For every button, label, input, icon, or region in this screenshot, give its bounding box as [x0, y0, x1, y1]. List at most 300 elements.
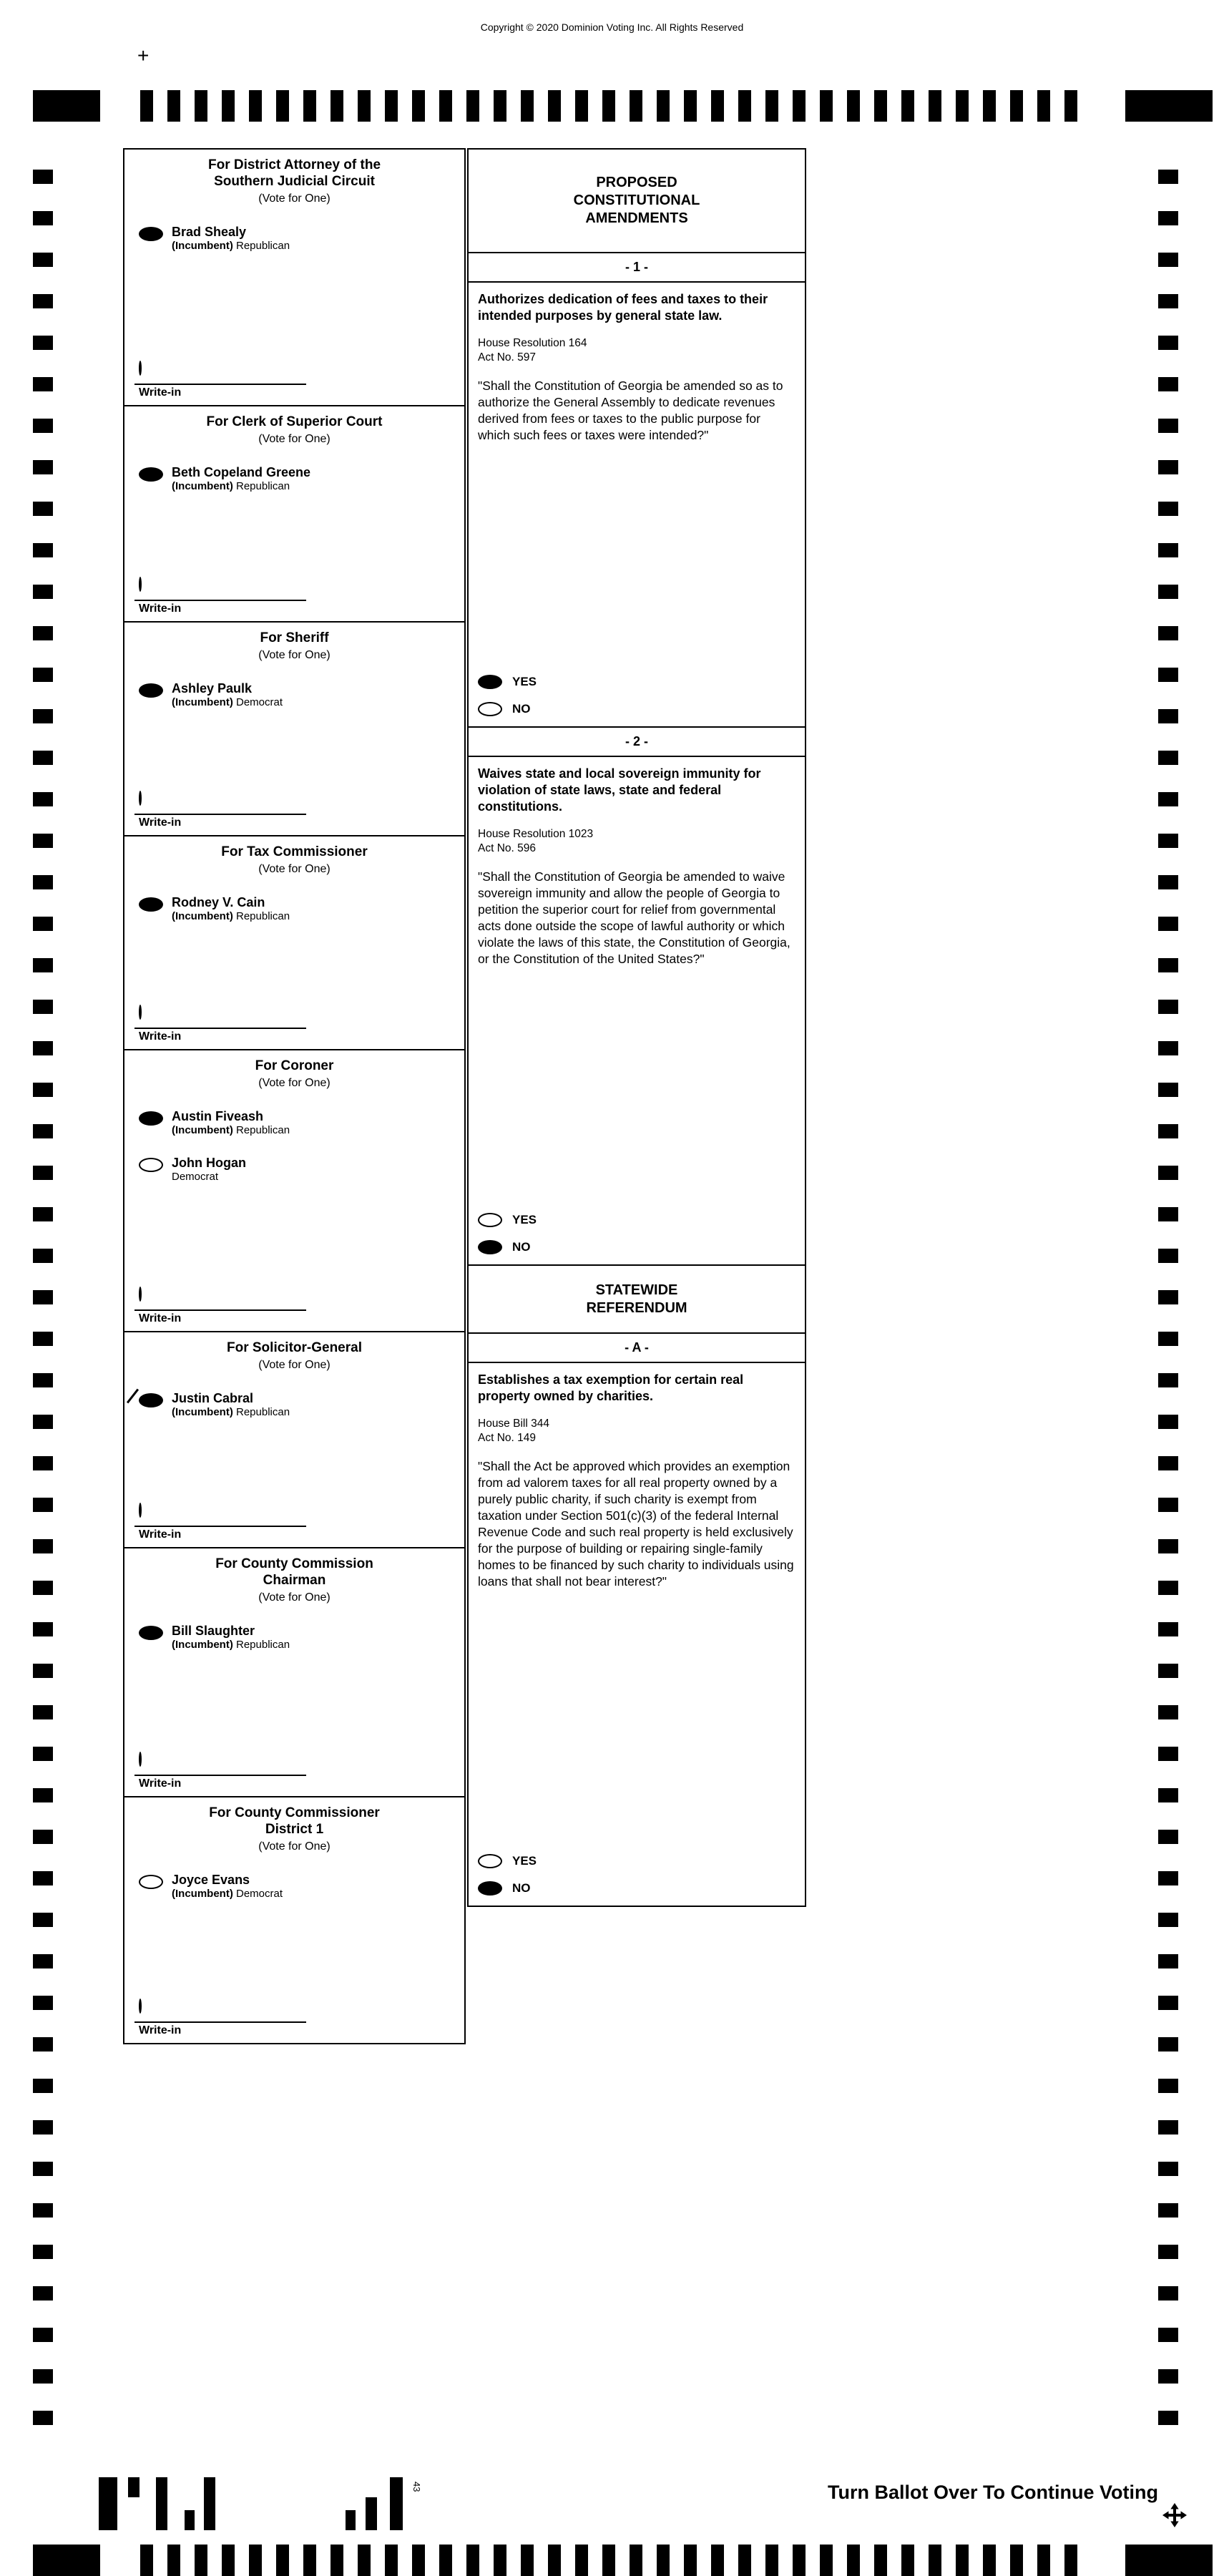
- timing-mark: [1158, 2037, 1178, 2051]
- timing-column-right: [1158, 170, 1178, 2425]
- timing-mark: [1158, 502, 1178, 516]
- timing-mark: [1158, 1747, 1178, 1761]
- writein-oval[interactable]: [139, 1503, 142, 1518]
- vote-for-instruction: (Vote for One): [258, 1359, 331, 1371]
- option-label: YES: [512, 1854, 537, 1868]
- candidate-name: Bill Slaughter: [172, 1624, 255, 1638]
- timing-bar: [222, 90, 235, 122]
- timing-mark: [33, 1996, 53, 2010]
- candidate-name: Justin Cabral: [172, 1391, 254, 1405]
- timing-bar: [1037, 2545, 1050, 2576]
- measure-summary: Establishes a tax exemption for certain real property owned by charities.: [478, 1372, 744, 1403]
- spacer: [469, 1590, 805, 1848]
- option-label: NO: [512, 702, 531, 716]
- candidate-oval[interactable]: [139, 1393, 163, 1407]
- party-label: Republican: [236, 1124, 290, 1136]
- candidate-text: [172, 895, 290, 923]
- timing-mark: [1158, 1207, 1178, 1221]
- contest-box: [123, 405, 466, 623]
- timing-mark: [33, 1581, 53, 1595]
- contest-box: [123, 148, 466, 406]
- candidate-text: [172, 1624, 290, 1652]
- timing-mark: [33, 668, 53, 682]
- timing-band-top: [0, 90, 1224, 122]
- spacer: [124, 1901, 464, 2000]
- contest-title: Southern Judicial Circuit: [214, 174, 375, 189]
- measure-ref-line: Act No. 597: [478, 351, 536, 364]
- measure-ref-line: House Resolution 1023: [478, 828, 594, 840]
- timing-mark: [33, 502, 53, 516]
- vote-for-instruction: (Vote for One): [258, 1840, 331, 1853]
- timing-mark: [1158, 2245, 1178, 2259]
- contest-header: [124, 406, 464, 447]
- timing-bar: [140, 90, 153, 122]
- measure-option-row: [478, 1240, 805, 1254]
- timing-mark: [1158, 1622, 1178, 1636]
- timing-mark: [33, 1871, 53, 1885]
- timing-mark: [1158, 253, 1178, 267]
- timing-mark: [33, 294, 53, 308]
- timing-bar: [385, 90, 398, 122]
- section-header-line: AMENDMENTS: [585, 210, 688, 226]
- measure-ref-line: Act No. 149: [478, 1432, 536, 1444]
- incumbent-label: (Incumbent): [172, 1406, 233, 1418]
- barcode-mark: [185, 2510, 195, 2530]
- barcode-mark: [204, 2477, 215, 2530]
- candidate-text: [172, 1109, 290, 1137]
- vote-for-instruction: (Vote for One): [258, 863, 331, 875]
- candidate-row: [139, 895, 464, 923]
- writein-line: [134, 1775, 306, 1776]
- measure-option-row: [478, 1881, 805, 1896]
- section-header-line: REFERENDUM: [586, 1299, 687, 1316]
- candidate-row: [139, 1109, 464, 1137]
- timing-bar: [412, 2545, 425, 2576]
- candidate-party: [172, 480, 310, 493]
- contest-box: [123, 1796, 466, 2044]
- writein-line: [134, 2021, 306, 2023]
- timing-bar: [765, 2545, 778, 2576]
- option-label: YES: [512, 1213, 537, 1226]
- timing-bar: [630, 2545, 642, 2576]
- candidate-oval[interactable]: [139, 1111, 163, 1126]
- measure-box: [467, 1332, 806, 1907]
- candidate-oval[interactable]: [139, 467, 163, 482]
- timing-mark: [33, 1249, 53, 1263]
- copyright-line: Copyright © 2020 Dominion Voting Inc. All Rights Reserved: [480, 21, 744, 33]
- spacer: [124, 709, 464, 792]
- timing-mark: [33, 709, 53, 723]
- timing-mark: [33, 1664, 53, 1678]
- timing-mark: [33, 1539, 53, 1553]
- vote-for-instruction: (Vote for One): [258, 1077, 331, 1089]
- candidate-party: [172, 1406, 290, 1419]
- option-label: NO: [512, 1240, 531, 1254]
- timing-mark: [1158, 917, 1178, 931]
- timing-mark: [1158, 958, 1178, 972]
- timing-mark: [33, 1290, 53, 1304]
- timing-mark: [33, 1954, 53, 1968]
- timing-mark: [1158, 543, 1178, 557]
- timing-mark: [1158, 1996, 1178, 2010]
- timing-mark: [1158, 1498, 1178, 1512]
- party-label: Republican: [236, 910, 290, 922]
- candidate-oval[interactable]: [139, 1875, 163, 1889]
- yes-oval[interactable]: [478, 1854, 502, 1868]
- candidate-name: John Hogan: [172, 1156, 246, 1170]
- timing-mark: [33, 958, 53, 972]
- timing-bar: [222, 2545, 235, 2576]
- no-oval[interactable]: [478, 1881, 502, 1896]
- timing-bar: [466, 2545, 479, 2576]
- contest-box: [123, 1049, 466, 1332]
- timing-mark: [33, 626, 53, 640]
- timing-mark: [1158, 1830, 1178, 1844]
- timing-mark: [1158, 875, 1178, 889]
- timing-mark: [1158, 460, 1178, 474]
- timing-bar: [167, 90, 180, 122]
- timing-bar: [820, 2545, 833, 2576]
- timing-column-left: [33, 170, 53, 2425]
- contest-title: For District Attorney of the: [207, 157, 381, 172]
- timing-mark: [1158, 626, 1178, 640]
- contest-title: District 1: [265, 1822, 324, 1837]
- barcode-mark: [390, 2477, 403, 2530]
- timing-mark: [1158, 585, 1178, 599]
- timing-bar: [738, 2545, 751, 2576]
- timing-mark: [1158, 1373, 1178, 1387]
- writein-line: [134, 814, 306, 815]
- timing-bar: [847, 2545, 860, 2576]
- timing-mark: [33, 1705, 53, 1719]
- timing-mark: [33, 1083, 53, 1097]
- contest-box: [123, 835, 466, 1050]
- candidate-name: Austin Fiveash: [172, 1109, 264, 1123]
- timing-mark: [1158, 2369, 1178, 2384]
- measure-question: "Shall the Constitution of Georgia be amended to waive sovereign immunity and allow the people of Georgia to petition the superior court for relief from governmental acts done outside the scope of lawful authority or which violate the laws of this state, the Constitution of Georgia, or the Constitution of the United States?": [478, 869, 790, 966]
- candidate-text: [172, 681, 283, 709]
- timing-mark: [1158, 1664, 1178, 1678]
- timing-mark: [33, 1830, 53, 1844]
- timing-mark: [33, 1041, 53, 1055]
- spacer: [469, 967, 805, 1206]
- writein-oval[interactable]: [139, 577, 142, 592]
- candidate-party: [172, 696, 283, 709]
- timing-mark: [1158, 1041, 1178, 1055]
- timing-bar: [684, 90, 697, 122]
- section-header-line: CONSTITUTIONAL: [573, 192, 700, 208]
- measure-option-row: [478, 1854, 805, 1868]
- writein-oval[interactable]: [139, 1287, 142, 1302]
- timing-mark: [1158, 1249, 1178, 1263]
- vote-for-instruction: (Vote for One): [258, 649, 331, 661]
- timing-bar: [358, 90, 371, 122]
- measure-refs: [478, 1417, 795, 1445]
- timing-mark: [33, 253, 53, 267]
- candidate-oval[interactable]: [139, 897, 163, 912]
- contest-header: [124, 1797, 464, 1854]
- candidate-party: [172, 1888, 283, 1901]
- timing-mark: [1158, 1332, 1178, 1346]
- spacer: [124, 253, 464, 362]
- timing-mark: [1158, 2286, 1178, 2301]
- timing-bar: [765, 90, 778, 122]
- writein-oval[interactable]: [139, 361, 142, 376]
- candidate-party: [172, 1124, 290, 1137]
- writein-label: Write-in: [139, 1777, 182, 1790]
- timing-bar: [439, 2545, 452, 2576]
- timing-bar: [657, 90, 670, 122]
- contest-title: For Coroner: [255, 1058, 334, 1073]
- timing-bars: [140, 2545, 1077, 2576]
- timing-mark: [1158, 1083, 1178, 1097]
- writein-line: [134, 1526, 306, 1527]
- timing-bar: [575, 2545, 588, 2576]
- timing-mark: [33, 917, 53, 931]
- measure-ref-line: House Bill 344: [478, 1418, 549, 1430]
- section-header: [467, 1264, 806, 1334]
- writein-label: Write-in: [139, 1030, 182, 1043]
- timing-bar: [494, 2545, 506, 2576]
- incumbent-label: (Incumbent): [172, 240, 233, 252]
- option-label: NO: [512, 1881, 531, 1895]
- timing-mark: [33, 2203, 53, 2218]
- party-label: Republican: [236, 240, 290, 252]
- timing-bar: [521, 90, 534, 122]
- spacer: [124, 1652, 464, 1753]
- timing-bar: [929, 2545, 941, 2576]
- candidate-oval[interactable]: [139, 683, 163, 698]
- timing-bar: [1037, 90, 1050, 122]
- timing-mark: [1158, 834, 1178, 848]
- section-header-line: PROPOSED: [596, 175, 677, 190]
- timing-mark: [33, 875, 53, 889]
- yes-oval[interactable]: [478, 1213, 502, 1227]
- timing-band-bottom: [0, 2545, 1224, 2576]
- timing-bar: [358, 2545, 371, 2576]
- writein-label: Write-in: [139, 602, 182, 615]
- timing-bar: [630, 90, 642, 122]
- timing-mark: [33, 1124, 53, 1138]
- timing-mark: [1158, 1581, 1178, 1595]
- writein-option-row: [139, 578, 464, 591]
- timing-bar: [140, 2545, 153, 2576]
- candidate-oval[interactable]: [139, 227, 163, 241]
- candidate-name: Beth Copeland Greene: [172, 465, 311, 479]
- timing-bar: [874, 90, 887, 122]
- timing-mark: [1158, 2162, 1178, 2176]
- timing-bar: [575, 90, 588, 122]
- candidate-party: [172, 1171, 246, 1184]
- measure-option-row: [478, 675, 805, 689]
- writein-label: Write-in: [139, 386, 182, 399]
- writein-label: Write-in: [139, 2024, 182, 2036]
- timing-bar: [901, 90, 914, 122]
- spacer: [124, 493, 464, 578]
- timing-bar: [602, 2545, 615, 2576]
- timing-mark: [1158, 336, 1178, 350]
- timing-bar: [684, 2545, 697, 2576]
- writein-oval[interactable]: [139, 1005, 142, 1020]
- timing-mark: [33, 585, 53, 599]
- timing-mark: [1158, 2411, 1178, 2425]
- measure-number: - 1 -: [469, 253, 805, 283]
- party-label: Democrat: [236, 696, 283, 708]
- contest-header: [124, 836, 464, 877]
- contest-box: [123, 621, 466, 836]
- registration-mark: +: [137, 44, 150, 67]
- timing-bar: [385, 2545, 398, 2576]
- timing-mark: [1158, 1000, 1178, 1014]
- timing-mark: [33, 1373, 53, 1387]
- measures-column: [467, 148, 806, 1907]
- measure-number: - A -: [469, 1334, 805, 1363]
- timing-mark: [33, 2245, 53, 2259]
- measure-box: [467, 726, 806, 1266]
- timing-block: [33, 90, 100, 122]
- timing-mark: [33, 2411, 53, 2425]
- timing-mark: [33, 1788, 53, 1802]
- incumbent-label: (Incumbent): [172, 696, 233, 708]
- timing-bar: [874, 2545, 887, 2576]
- candidate-text: [172, 1156, 246, 1184]
- writein-option-row: [139, 1006, 464, 1019]
- timing-bar: [303, 90, 316, 122]
- contest-title: Chairman: [263, 1573, 326, 1588]
- no-oval[interactable]: [478, 702, 502, 716]
- timing-mark: [1158, 2079, 1178, 2093]
- timing-mark: [33, 1747, 53, 1761]
- timing-mark: [1158, 170, 1178, 184]
- contest-header: [124, 150, 464, 206]
- writein-label: Write-in: [139, 1528, 182, 1541]
- timing-bar: [195, 2545, 207, 2576]
- no-oval[interactable]: [478, 1240, 502, 1254]
- writein-label: Write-in: [139, 816, 182, 829]
- timing-mark: [1158, 1705, 1178, 1719]
- party-label: Republican: [236, 480, 290, 492]
- writein-oval[interactable]: [139, 1999, 142, 2014]
- candidate-oval[interactable]: [139, 1626, 163, 1640]
- timing-mark: [1158, 1166, 1178, 1180]
- timing-mark: [1158, 2328, 1178, 2342]
- timing-mark: [33, 834, 53, 848]
- spacer: [124, 1419, 464, 1504]
- vote-for-instruction: (Vote for One): [258, 433, 331, 445]
- candidate-party: [172, 1639, 290, 1652]
- contest-title: For Solicitor-General: [227, 1340, 362, 1355]
- timing-bar: [956, 2545, 969, 2576]
- timing-bar: [249, 90, 262, 122]
- timing-mark: [33, 211, 53, 225]
- contest-header: [124, 1050, 464, 1091]
- incumbent-label: (Incumbent): [172, 1888, 233, 1900]
- measure-number: - 2 -: [469, 728, 805, 757]
- writein-option-row: [139, 2000, 464, 2013]
- writein-oval[interactable]: [139, 1752, 142, 1767]
- timing-mark: [33, 2079, 53, 2093]
- timing-bar: [195, 90, 207, 122]
- timing-mark: [33, 2286, 53, 2301]
- measure-question: "Shall the Act be approved which provides an exemption from ad valorem taxes for all real property owned by a purely public charity, if such charity is exempt from taxation under Section 501(c)(3) of the federal Internal Revenue Code and such real property is held exclusively for the purpose of building or repairing single-family homes to be financed by such charity to individuals using loans that shall not bear interest?": [478, 1459, 794, 1589]
- measure-question: "Shall the Constitution of Georgia be amended so as to authorize the General Assembly to dedicate revenues derived from fees or taxes to the public purpose for which such fees or taxes were intended?": [478, 379, 783, 442]
- writein-option-row: [139, 792, 464, 805]
- timing-mark: [1158, 1539, 1178, 1553]
- contest-header: [124, 1332, 464, 1372]
- writein-option-row: [139, 1288, 464, 1301]
- candidate-name: Rodney V. Cain: [172, 895, 265, 909]
- timing-bar: [1010, 2545, 1023, 2576]
- yes-oval[interactable]: [478, 675, 502, 689]
- timing-bar: [548, 2545, 561, 2576]
- timing-bar: [249, 2545, 262, 2576]
- writein-option-row: [139, 1504, 464, 1517]
- candidate-name: Joyce Evans: [172, 1873, 250, 1887]
- timing-mark: [33, 1166, 53, 1180]
- timing-mark: [33, 1913, 53, 1927]
- timing-bar: [793, 2545, 806, 2576]
- timing-bar: [1010, 90, 1023, 122]
- measure-ref-line: Act No. 596: [478, 842, 536, 854]
- candidate-oval[interactable]: [139, 1158, 163, 1172]
- timing-mark: [1158, 2203, 1178, 2218]
- timing-bar: [711, 90, 724, 122]
- timing-bar: [276, 2545, 289, 2576]
- timing-mark: [33, 1415, 53, 1429]
- measure-option-row: [478, 702, 805, 716]
- timing-mark: [1158, 1788, 1178, 1802]
- timing-mark: [1158, 377, 1178, 391]
- timing-mark: [1158, 792, 1178, 806]
- incumbent-label: (Incumbent): [172, 1639, 233, 1651]
- incumbent-label: (Incumbent): [172, 480, 233, 492]
- timing-bar: [847, 90, 860, 122]
- timing-mark: [1158, 1124, 1178, 1138]
- timing-mark: [1158, 211, 1178, 225]
- timing-bar: [412, 90, 425, 122]
- candidate-name: Ashley Paulk: [172, 681, 253, 696]
- timing-mark: [33, 2328, 53, 2342]
- timing-bar: [983, 90, 996, 122]
- writein-oval[interactable]: [139, 791, 142, 806]
- timing-mark: [1158, 1415, 1178, 1429]
- contest-title: For Clerk of Superior Court: [206, 414, 383, 429]
- timing-mark: [33, 419, 53, 433]
- timing-bar: [956, 90, 969, 122]
- timing-bar: [548, 90, 561, 122]
- timing-mark: [33, 2369, 53, 2384]
- measure-body: [469, 283, 805, 444]
- timing-bar: [657, 2545, 670, 2576]
- spacer: [124, 1184, 464, 1288]
- timing-bar: [331, 90, 343, 122]
- contest-box: [123, 1547, 466, 1797]
- timing-bar: [167, 2545, 180, 2576]
- timing-bar: [602, 90, 615, 122]
- candidate-text: [172, 1873, 283, 1901]
- measure-box: [467, 252, 806, 728]
- timing-block: [1125, 2545, 1213, 2576]
- measure-body: [469, 1363, 805, 1590]
- timing-mark: [33, 377, 53, 391]
- party-label: Democrat: [172, 1171, 219, 1183]
- timing-bars: [140, 90, 1077, 122]
- measure-option-row: [478, 1213, 805, 1227]
- timing-mark: [1158, 668, 1178, 682]
- candidate-row: [139, 465, 464, 493]
- measure-body: [469, 757, 805, 967]
- candidate-party: [172, 910, 290, 923]
